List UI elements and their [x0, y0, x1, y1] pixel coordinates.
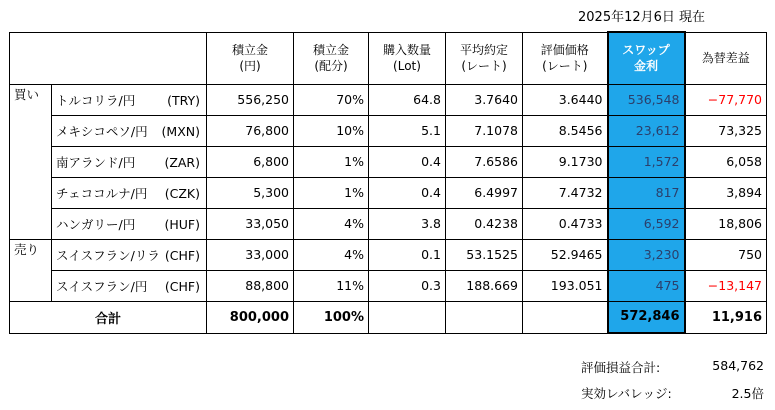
swap-cell: 3,230 [608, 239, 685, 270]
fx-gain-cell: −77,770 [685, 84, 767, 115]
table-row [10, 115, 767, 146]
group-spacer [10, 270, 52, 301]
lots-cell: 64.8 [369, 84, 446, 115]
table-row [10, 84, 767, 115]
table-row [10, 146, 767, 177]
pair-name: トルコリラ/円 [56, 92, 136, 108]
header-empty-cell [10, 32, 207, 84]
eval-rate-cell: 9.1730 [523, 146, 608, 177]
total-empty-cell [523, 301, 608, 333]
alloc-cell: 70% [294, 84, 369, 115]
eval-rate-cell: 193.051 [523, 270, 608, 301]
alloc-cell: 10% [294, 115, 369, 146]
alloc-cell: 4% [294, 208, 369, 239]
fx-positions-table [9, 31, 767, 334]
eval-rate-cell: 0.4733 [523, 208, 608, 239]
table-row [10, 177, 767, 208]
total-amount: 800,000 [207, 301, 294, 333]
header-eval-rate: 評価価格 (レート) [523, 32, 608, 84]
pair-code: (ZAR) [164, 154, 200, 170]
swap-cell: 475 [608, 270, 685, 301]
alloc-cell: 1% [294, 177, 369, 208]
header-swap: スワップ 金利 [608, 32, 685, 84]
avg-rate-cell: 6.4997 [446, 177, 523, 208]
swap-cell: 23,612 [608, 115, 685, 146]
leverage-value: 2.5倍 [731, 386, 764, 401]
eval-rate-cell: 52.9465 [523, 239, 608, 270]
alloc-cell: 11% [294, 270, 369, 301]
table-header-row [10, 32, 767, 84]
eval-rate-cell: 7.4732 [523, 177, 608, 208]
pair-name: チェココルナ/円 [56, 185, 148, 201]
avg-rate-cell: 53.1525 [446, 239, 523, 270]
avg-rate-cell: 7.1078 [446, 115, 523, 146]
header-accumulation-alloc: 積立金 (配分) [294, 32, 369, 84]
pair-name: ハンガリー/円 [56, 216, 136, 232]
amount-cell: 6,800 [207, 146, 294, 177]
avg-rate-cell: 0.4238 [446, 208, 523, 239]
amount-cell: 5,300 [207, 177, 294, 208]
pl-total-label: 評価損益合計: [581, 360, 661, 375]
pair-name: スイスフラン/リラ [56, 247, 160, 263]
pair-cell [52, 177, 207, 208]
total-row [10, 301, 767, 333]
avg-rate-cell: 188.669 [446, 270, 523, 301]
header-accumulation-yen: 積立金 (円) [207, 32, 294, 84]
fx-gain-cell: 3,894 [685, 177, 767, 208]
header-lots: 購入数量 (Lot) [369, 32, 446, 84]
group-spacer [10, 115, 52, 146]
pair-code: (MXN) [161, 123, 200, 139]
amount-cell: 33,000 [207, 239, 294, 270]
swap-cell: 1,572 [608, 146, 685, 177]
amount-cell: 88,800 [207, 270, 294, 301]
as-of-date: 2025年12月6日 現在 [578, 10, 706, 25]
pair-cell [52, 146, 207, 177]
total-empty-cell [369, 301, 446, 333]
pair-cell [52, 84, 207, 115]
leverage-label: 実効レバレッジ: [581, 386, 672, 401]
lots-cell: 3.8 [369, 208, 446, 239]
pair-name: メキシコペソ/円 [56, 123, 148, 139]
pair-code: (CZK) [164, 185, 200, 201]
pair-code: (CHF) [164, 278, 200, 294]
lots-cell: 0.4 [369, 177, 446, 208]
total-swap: 572,846 [608, 301, 685, 333]
fx-gain-cell: 6,058 [685, 146, 767, 177]
amount-cell: 76,800 [207, 115, 294, 146]
group-spacer [10, 177, 52, 208]
pair-code: (HUF) [164, 216, 200, 232]
lots-cell: 0.4 [369, 146, 446, 177]
lots-cell: 0.1 [369, 239, 446, 270]
pair-cell [52, 270, 207, 301]
alloc-cell: 4% [294, 239, 369, 270]
pair-cell [52, 239, 207, 270]
table-row [10, 208, 767, 239]
amount-cell: 556,250 [207, 84, 294, 115]
leverage-line [581, 384, 764, 402]
group-label-buy: 買い [10, 84, 52, 115]
pl-total-line [581, 358, 764, 376]
total-alloc: 100% [294, 301, 369, 333]
fx-gain-cell: 73,325 [685, 115, 767, 146]
alloc-cell: 1% [294, 146, 369, 177]
pair-cell [52, 208, 207, 239]
header-avg-rate: 平均約定 (レート) [446, 32, 523, 84]
header-fx-gain: 為替差益 [685, 32, 767, 84]
fx-gain-cell: 18,806 [685, 208, 767, 239]
table-row [10, 239, 767, 270]
avg-rate-cell: 3.7640 [446, 84, 523, 115]
fx-gain-cell: 750 [685, 239, 767, 270]
pair-name: スイスフラン/円 [56, 278, 148, 294]
group-spacer [10, 146, 52, 177]
total-label: 合計 [10, 301, 207, 333]
lots-cell: 5.1 [369, 115, 446, 146]
group-spacer [10, 208, 52, 239]
table-row [10, 270, 767, 301]
group-label-sell: 売り [10, 239, 52, 270]
total-fx-gain: 11,916 [685, 301, 767, 333]
swap-cell: 536,548 [608, 84, 685, 115]
amount-cell: 33,050 [207, 208, 294, 239]
pair-code: (TRY) [167, 92, 200, 108]
pair-code: (CHF) [164, 247, 200, 263]
eval-rate-cell: 3.6440 [523, 84, 608, 115]
fx-gain-cell: −13,147 [685, 270, 767, 301]
swap-cell: 817 [608, 177, 685, 208]
lots-cell: 0.3 [369, 270, 446, 301]
pair-cell [52, 115, 207, 146]
swap-cell: 6,592 [608, 208, 685, 239]
pair-name: 南アランド/円 [56, 154, 136, 170]
eval-rate-cell: 8.5456 [523, 115, 608, 146]
avg-rate-cell: 7.6586 [446, 146, 523, 177]
total-empty-cell [446, 301, 523, 333]
pl-total-value: 584,762 [712, 358, 764, 373]
